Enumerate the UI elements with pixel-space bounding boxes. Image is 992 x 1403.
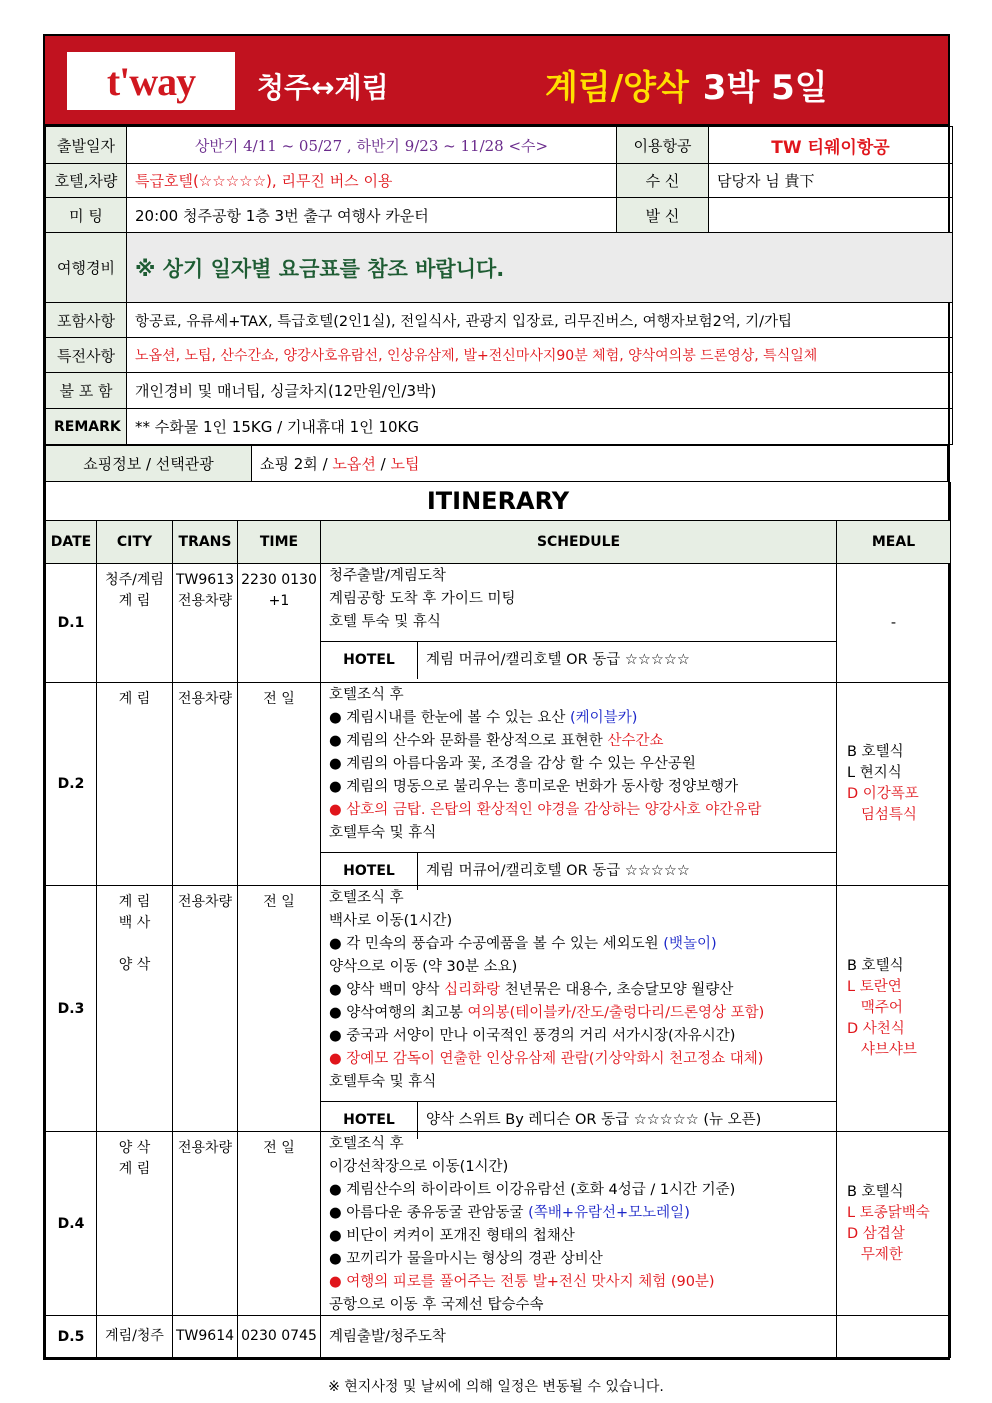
day-trans xyxy=(173,683,238,886)
itinerary-table xyxy=(45,482,951,1358)
package-destination: 계림/양삭 xyxy=(545,68,689,108)
exclude-value: 개인경비 및 매너팁, 싱글차지(12만원/인/3박) xyxy=(127,373,953,409)
schedule-text: ● 계림시내를 한눈에 볼 수 있는 요산 xyxy=(329,710,571,726)
time-line: 전 일 xyxy=(263,1140,295,1156)
schedule-line xyxy=(321,1201,836,1224)
hotel-name: 계림 머큐어/캘리호텔 OR 동급 ☆☆☆☆☆ xyxy=(426,652,690,668)
day-row xyxy=(46,683,951,886)
include-label: 포함사항 xyxy=(46,303,127,338)
day-meal xyxy=(837,1132,951,1316)
time-line: +1 xyxy=(268,593,290,609)
schedule-text: 양삭으로 이동 (약 30분 소요) xyxy=(329,959,518,975)
schedule-line xyxy=(321,1325,454,1348)
time-line: 0230 0745 xyxy=(241,1328,317,1344)
schedule-highlight: (쪽배+유람선+모노레일) xyxy=(528,1205,690,1221)
schedule-line xyxy=(321,978,836,1001)
day-date: D.3 xyxy=(46,886,97,1132)
day-trans xyxy=(173,1316,238,1358)
package-duration: 3박 5일 xyxy=(702,68,828,108)
shopping-label: 쇼핑정보 / 선택관광 xyxy=(46,446,252,482)
schedule-text: ● 각 민속의 풍습과 수공예품을 볼 수 있는 세외도원 xyxy=(329,936,664,952)
meal-line: L 토종닭백숙 xyxy=(847,1204,930,1221)
schedule-line xyxy=(321,683,836,706)
schedule-text: 공항으로 이동 후 국제선 탑승수속 xyxy=(329,1297,544,1313)
special-label: 특전사항 xyxy=(46,338,127,373)
schedule-line xyxy=(321,955,836,978)
col-date: DATE xyxy=(46,521,97,564)
day-city xyxy=(97,1132,173,1316)
itinerary-header-row xyxy=(46,521,951,564)
day-trans xyxy=(173,564,238,683)
meal-line: 딤섬특식 xyxy=(847,807,917,823)
city-line: 계림/청주 xyxy=(105,1328,164,1344)
airline-value: TW 티웨이항공 xyxy=(709,127,953,164)
day-trans xyxy=(173,886,238,1132)
day-date: D.2 xyxy=(46,683,97,886)
schedule-line xyxy=(321,610,836,633)
hotel-label: HOTEL xyxy=(321,1102,418,1139)
schedule-highlight: ● 장예모 감독이 연출한 인상유삼제 관람(기상악화시 천고정쇼 대체) xyxy=(329,1051,764,1067)
airline-label: 이용항공 xyxy=(617,127,709,164)
schedule-line xyxy=(321,1132,836,1155)
day-date: D.4 xyxy=(46,1132,97,1316)
col-meal: MEAL xyxy=(837,521,951,564)
col-schedule: SCHEDULE xyxy=(321,521,837,564)
city-line xyxy=(97,934,172,955)
schedule-line xyxy=(321,798,836,821)
schedule-text: ● 양삭여행의 최고봉 xyxy=(329,1005,468,1021)
meal-line: B 호텔식 xyxy=(847,958,904,974)
hotel-name: 양삭 스위트 By 레디슨 OR 동급 ☆☆☆☆☆ (뉴 오픈) xyxy=(426,1112,762,1128)
meal-line: B 호텔식 xyxy=(847,744,904,760)
meal-line: D 사천식 xyxy=(847,1021,905,1037)
schedule-line xyxy=(321,1247,836,1270)
schedule-line xyxy=(321,587,836,610)
schedule-text: ● 계림의 명동으로 불리우는 흥미로운 번화가 동사항 정양보행가 xyxy=(329,779,739,795)
city-line: 양 삭 xyxy=(118,957,151,973)
time-line: 2230 0130 xyxy=(241,572,317,588)
day-meal xyxy=(837,886,951,1132)
day-trans xyxy=(173,1132,238,1316)
schedule-line xyxy=(321,564,836,587)
schedule-line xyxy=(321,1178,836,1201)
bus-info: 리무진 버스 이용 xyxy=(281,172,393,190)
schedule-text: 계림출발/청주도착 xyxy=(329,1329,446,1345)
schedule-text: 호텔 투숙 및 휴식 xyxy=(329,614,441,630)
schedule-line xyxy=(321,752,836,775)
schedule-line xyxy=(321,1047,836,1070)
meal-line: - xyxy=(890,614,897,631)
schedule-text: 호텔조식 후 xyxy=(329,890,404,906)
schedule-text: 호텔조식 후 xyxy=(329,1136,404,1152)
remark-value: ** 수화물 1인 15KG / 기내휴대 1인 10KG xyxy=(127,409,953,445)
shopping-count: 쇼핑 2회 xyxy=(260,455,318,473)
city-line: 백 사 xyxy=(118,915,151,931)
city-line: 계 림 xyxy=(118,1161,151,1177)
schedule-text: ● 비단이 켜켜이 포개진 형태의 첩채산 xyxy=(329,1228,575,1244)
shopping-table xyxy=(45,445,948,482)
cost-value: ※ 상기 일자별 요금표를 참조 바랍니다. xyxy=(127,233,953,303)
schedule-highlight: (뱃놀이) xyxy=(663,936,717,952)
schedule-line xyxy=(321,909,836,932)
trans-line: 전용차량 xyxy=(177,593,233,609)
day-row xyxy=(46,564,951,683)
schedule-line xyxy=(321,1155,836,1178)
day-time xyxy=(238,886,321,1132)
to-value: 담당자 님 貴下 xyxy=(709,164,953,198)
schedule-line xyxy=(321,1224,836,1247)
trans-line: TW9614 xyxy=(175,1328,235,1344)
trans-line: 전용차량 xyxy=(177,894,233,910)
meeting-label: 미 팅 xyxy=(46,198,127,233)
day-schedule xyxy=(321,564,837,683)
hotel-name: 계림 머큐어/캘리호텔 OR 동급 ☆☆☆☆☆ xyxy=(426,863,690,879)
schedule-text: 호텔투숙 및 휴식 xyxy=(329,1074,437,1090)
schedule-text: ● 양삭 백미 양삭 xyxy=(329,982,445,998)
shopping-no-tip: 노팁 xyxy=(390,455,420,473)
remark-label: REMARK xyxy=(46,409,127,445)
departure-label: 출발일자 xyxy=(46,127,127,164)
departure-value: 상반기 4/11 ~ 05/27 , 하반기 9/23 ~ 11/28 <수> xyxy=(127,127,617,164)
schedule-text: 백사로 이동(1시간) xyxy=(329,913,453,929)
schedule-line xyxy=(321,1270,836,1293)
day-meal xyxy=(837,1316,951,1358)
city-line: 계 림 xyxy=(118,691,151,707)
city-line: 청주/계림 xyxy=(105,572,164,588)
schedule-text: 청주출발/계림도착 xyxy=(329,568,446,584)
trans-line: TW9613 xyxy=(175,572,235,588)
route-title: 청주↔계림 xyxy=(257,71,389,104)
schedule-line xyxy=(321,1024,836,1047)
hotel-label: HOTEL xyxy=(321,853,418,890)
schedule-text: ● 계림의 아름다움과 꽃, 조경을 감상 할 수 있는 우산공원 xyxy=(329,756,696,772)
hotel-row xyxy=(321,852,836,890)
day-schedule xyxy=(321,683,837,886)
itinerary-sheet xyxy=(43,34,950,1360)
col-trans: TRANS xyxy=(173,521,238,564)
day-schedule xyxy=(321,1316,837,1358)
schedule-text: 계림공항 도착 후 가이드 미팅 xyxy=(329,591,516,607)
footer-note: ※ 현지사정 및 날씨에 의해 일정은 변동될 수 있습니다. xyxy=(328,1379,664,1395)
schedule-line xyxy=(321,1001,836,1024)
schedule-line xyxy=(321,886,836,909)
schedule-text: ● 꼬끼리가 물을마시는 형상의 경관 상비산 xyxy=(329,1251,603,1267)
meal-line: L 토란연 xyxy=(847,979,902,995)
meal-line: 무제한 xyxy=(847,1246,903,1263)
day-meal xyxy=(837,564,951,683)
special-value: 노옵션, 노팁, 산수간쇼, 양강사호유람선, 인상유삼제, 발+전신마사지90분 체험, 양삭여의봉 드론영상, 특식일체 xyxy=(127,338,953,373)
hotel-vehicle-value: 특급호텔(☆☆☆☆☆), 리무진 버스 이용 xyxy=(127,164,617,198)
from-label: 발 신 xyxy=(617,198,709,233)
hotel-vehicle-label: 호텔,차량 xyxy=(46,164,127,198)
header-banner xyxy=(45,36,948,126)
day-city xyxy=(97,886,173,1132)
tway-logo: t'way xyxy=(67,52,235,110)
day-city xyxy=(97,1316,173,1358)
city-line: 양 삭 xyxy=(118,1140,151,1156)
cost-label: 여행경비 xyxy=(46,233,127,303)
col-city: CITY xyxy=(97,521,173,564)
city-line: 계 림 xyxy=(118,593,151,609)
include-value: 항공료, 유류세+TAX, 특급호텔(2인1실), 전일식사, 관광지 입장료, 리무진버스, 여행자보험2억, 기/가팁 xyxy=(127,303,953,338)
day-date: D.5 xyxy=(46,1316,97,1358)
trans-line: 전용차량 xyxy=(177,1140,233,1156)
meal-line: D 이강폭포 xyxy=(847,786,919,802)
hotel-grade: 특급호텔(☆☆☆☆☆) xyxy=(135,172,272,190)
meal-line: L 현지식 xyxy=(847,765,902,781)
schedule-highlight: ● 여행의 피로를 풀어주는 전통 발+전신 맛사지 체험 (90분) xyxy=(329,1274,715,1290)
schedule-text: ● 계림산수의 하이라이트 이강유람선 (호화 4성급 / 1시간 기준) xyxy=(329,1182,736,1198)
day-time xyxy=(238,1132,321,1316)
time-line: 전 일 xyxy=(263,691,295,707)
col-time: TIME xyxy=(238,521,321,564)
day-row xyxy=(46,1316,951,1358)
meeting-value: 20:00 청주공항 1층 3번 출구 여행사 카운터 xyxy=(127,198,617,233)
day-city xyxy=(97,564,173,683)
day-date: D.1 xyxy=(46,564,97,683)
itinerary-title: ITINERARY xyxy=(46,482,951,521)
meal-line: 샤브샤브 xyxy=(847,1042,917,1058)
schedule-highlight: (케이블카) xyxy=(570,710,638,726)
itinerary-days xyxy=(46,564,951,1358)
schedule-text: 호텔투숙 및 휴식 xyxy=(329,825,437,841)
schedule-highlight: ● 삼호의 금탑. 은탑의 환상적인 야경을 감상하는 양강사호 야간유람 xyxy=(329,802,762,818)
schedule-highlight: 십리화랑 xyxy=(444,982,501,998)
day-time xyxy=(238,1316,321,1358)
day-row xyxy=(46,886,951,1132)
schedule-text: ● 계림의 산수와 문화를 환상적으로 표현한 xyxy=(329,733,608,749)
city-line: 계 림 xyxy=(118,894,151,910)
day-row xyxy=(46,1132,951,1316)
schedule-highlight: 산수간쇼 xyxy=(607,733,664,749)
schedule-text: 호텔조식 후 xyxy=(329,687,404,703)
hotel-row xyxy=(321,641,836,679)
schedule-line xyxy=(321,729,836,752)
schedule-text: ● 중국과 서양이 만나 이국적인 풍경의 거리 서가시장(자유시간) xyxy=(329,1028,736,1044)
shopping-no-option: 노옵션 xyxy=(332,455,376,473)
schedule-line xyxy=(321,821,836,844)
schedule-highlight: 여의봉(테이블카/잔도/출렁다리/드론영상 포함) xyxy=(467,1005,765,1021)
hotel-label: HOTEL xyxy=(321,642,418,679)
schedule-line xyxy=(321,932,836,955)
meal-line: B 호텔식 xyxy=(847,1183,904,1200)
meal-line: D 삼겹살 xyxy=(847,1225,905,1242)
day-city xyxy=(97,683,173,886)
info-table xyxy=(45,126,953,445)
schedule-line xyxy=(321,775,836,798)
time-line: 전 일 xyxy=(263,894,295,910)
day-schedule xyxy=(321,886,837,1132)
from-value xyxy=(709,198,953,233)
to-label: 수 신 xyxy=(617,164,709,198)
exclude-label: 불 포 함 xyxy=(46,373,127,409)
shopping-value: 쇼핑 2회 / 노옵션 / 노팁 xyxy=(252,446,948,482)
day-time xyxy=(238,683,321,886)
day-meal xyxy=(837,683,951,886)
schedule-text: ● 아름다운 종유동굴 관암동굴 xyxy=(329,1205,529,1221)
day-time xyxy=(238,564,321,683)
schedule-line xyxy=(321,1070,836,1093)
schedule-line xyxy=(321,706,836,729)
schedule-text-tail: 천년묶은 대용수, 초승달모양 월량산 xyxy=(500,982,734,998)
meal-line: 맥주어 xyxy=(847,1000,903,1016)
trans-line: 전용차량 xyxy=(177,691,233,707)
day-schedule xyxy=(321,1132,837,1316)
package-title xyxy=(545,60,828,109)
schedule-text: 이강선착장으로 이동(1시간) xyxy=(329,1159,509,1175)
schedule-line xyxy=(321,1293,836,1316)
